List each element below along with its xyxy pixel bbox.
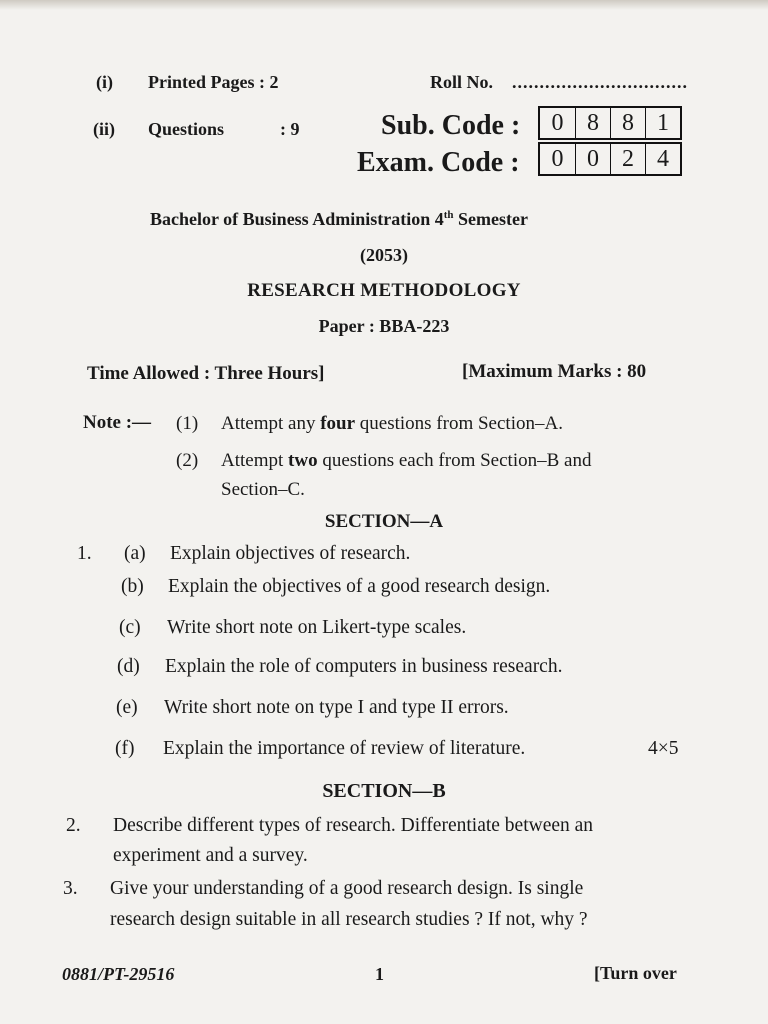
question-2-line1: Describe different types of research. Differentiate between an bbox=[113, 815, 594, 836]
exam-code-digit: 0 bbox=[551, 146, 564, 172]
section-a-heading: SECTION—A bbox=[324, 511, 444, 532]
sub-code-boxes bbox=[538, 106, 682, 140]
course-title-sup: th bbox=[443, 209, 454, 221]
q1-part-a-text: Explain objectives of research. bbox=[170, 543, 411, 564]
q1-part-c-label: (c) bbox=[119, 617, 141, 638]
q1-part-f-label: (f) bbox=[115, 738, 135, 759]
printed-pages-label: Printed Pages : 2 bbox=[148, 72, 279, 92]
exam-code-digit: 2 bbox=[610, 144, 645, 174]
q1-part-b-text: Explain the objectives of a good research design. bbox=[168, 576, 551, 597]
note-item-2-post: questions each from Section–B and bbox=[317, 450, 592, 471]
questions-label: Questions bbox=[148, 119, 225, 139]
subject-title: RESEARCH METHODOLOGY bbox=[247, 280, 521, 301]
note-item-1-num: (1) bbox=[176, 413, 199, 434]
q1-part-e-label: (e) bbox=[116, 697, 138, 718]
footer-turn-over: [Turn over bbox=[594, 963, 677, 983]
note-label: Note :— bbox=[83, 412, 152, 433]
q1-part-c-text: Write short note on Likert-type scales. bbox=[167, 617, 467, 638]
sub-code-label: Sub. Code : bbox=[381, 110, 521, 141]
questions-num: (ii) bbox=[93, 119, 115, 139]
footer-page-number: 1 bbox=[375, 964, 384, 984]
note-item-2-line2: Section–C. bbox=[221, 479, 305, 500]
exam-code-digit: 0 bbox=[575, 144, 610, 174]
q1-part-d-label: (d) bbox=[117, 656, 140, 677]
paper-code: Paper : BBA-223 bbox=[318, 316, 450, 336]
printed-pages-num: (i) bbox=[96, 72, 113, 92]
q1-part-d-text: Explain the role of computers in business research. bbox=[165, 656, 563, 677]
footer-paper-code: 0881/PT-29516 bbox=[62, 964, 175, 984]
section-a-marks: 4×5 bbox=[648, 738, 679, 759]
q1-part-b-label: (b) bbox=[121, 576, 144, 597]
note-item-2-pre: Attempt bbox=[221, 450, 289, 471]
question-1-num: 1. bbox=[77, 543, 92, 564]
question-2-line2: experiment and a survey. bbox=[113, 845, 308, 866]
note-item-2-num: (2) bbox=[176, 450, 199, 471]
maximum-marks: [Maximum Marks : 80 bbox=[462, 361, 647, 382]
course-title bbox=[150, 209, 528, 230]
roll-no-field: ................................ bbox=[512, 72, 688, 92]
question-2-num: 2. bbox=[66, 815, 81, 836]
time-allowed: Time Allowed : Three Hours] bbox=[87, 363, 325, 384]
sub-code-digit: 8 bbox=[610, 108, 645, 138]
paper-year: (2053) bbox=[360, 245, 408, 265]
note-item-1-pre: Attempt any bbox=[221, 413, 321, 434]
question-3-line2: research design suitable in all research studies ? If not, why ? bbox=[110, 909, 588, 930]
exam-code-label: Exam. Code : bbox=[357, 147, 520, 178]
exam-code-digit: 4 bbox=[645, 144, 680, 174]
sub-code-digit: 8 bbox=[575, 108, 610, 138]
q1-part-a-label: (a) bbox=[124, 543, 146, 564]
q1-part-e-text: Write short note on type I and type II errors. bbox=[164, 697, 509, 718]
note-item-2-bold: two bbox=[288, 450, 318, 471]
q1-part-f-text: Explain the importance of review of literature. bbox=[163, 738, 526, 759]
note-item-2 bbox=[221, 450, 591, 472]
questions-value: : 9 bbox=[280, 119, 300, 139]
section-b-heading: SECTION—B bbox=[322, 780, 446, 802]
question-3-num: 3. bbox=[63, 878, 78, 899]
roll-no-label: Roll No. bbox=[430, 72, 493, 92]
top-edge-shadow bbox=[0, 0, 768, 10]
question-3-line1: Give your understanding of a good research design. Is single bbox=[110, 878, 584, 899]
sub-code-digit: 1 bbox=[645, 108, 680, 138]
note-item-1 bbox=[221, 413, 563, 435]
sub-code-digit: 0 bbox=[551, 110, 564, 136]
exam-code-boxes bbox=[538, 142, 682, 176]
note-item-1-bold: four bbox=[320, 413, 356, 434]
course-title-main: Bachelor of Business Administration 4 bbox=[150, 209, 444, 229]
course-title-semester: Semester bbox=[453, 209, 528, 229]
note-item-1-post: questions from Section–A. bbox=[355, 413, 563, 434]
